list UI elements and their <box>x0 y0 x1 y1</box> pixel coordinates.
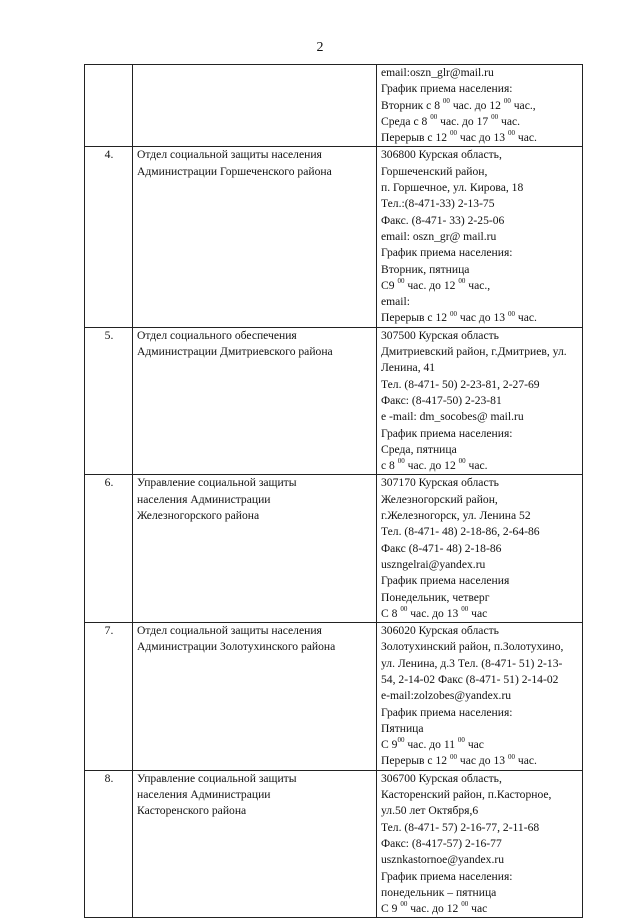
table-row <box>85 147 583 327</box>
table-row <box>85 623 583 771</box>
row-number <box>85 65 133 147</box>
department-name-line: Касторенского района <box>137 804 247 818</box>
department-name-line: населения Администрации <box>137 788 271 802</box>
table-row <box>85 65 583 147</box>
contact-line: uszngelrai@yandex.ru <box>381 557 486 571</box>
contact-line: 306020 Курская область <box>381 624 499 638</box>
table-row <box>85 327 583 475</box>
contact-line: Перерыв с 12 $^{00}$ час до 13 $^{00}$ час. <box>381 129 537 145</box>
contact-line: г.Железногорск, ул. Ленина 52 <box>381 509 531 523</box>
page-number: 2 <box>316 40 324 55</box>
contact-details <box>377 623 583 771</box>
contact-line: График приема населения: <box>381 82 513 96</box>
contact-line: Тел. (8-471- 50) 2-23-81, 2-27-69 <box>381 377 540 391</box>
department-name <box>133 147 377 327</box>
contact-line: Понедельник, четверг <box>381 590 490 604</box>
contact-line: 306800 Курская область, <box>381 148 502 162</box>
department-name-line: Железногорского района <box>137 509 260 523</box>
contact-line: С9 $^{00}$ час. до 12 $^{00}$ час., <box>381 277 491 292</box>
department-name-line: населения Администрации <box>137 492 271 506</box>
contact-line: Тел.:(8-471-33) 2-13-75 <box>381 197 495 211</box>
contact-line: Перерыв с 12 $^{00}$ час до 13 $^{00}$ час. <box>381 752 537 768</box>
contact-details <box>377 327 583 475</box>
contact-line: email:oszn_glr@mail.ru <box>381 66 494 79</box>
contact-line: Вторник, пятница <box>381 262 470 276</box>
department-name-line: Отдел социальной защиты населения <box>137 148 322 162</box>
social-services-table <box>84 64 583 918</box>
contact-line: График приема населения: <box>381 705 513 719</box>
contact-line: Горшеченский район, <box>381 164 488 178</box>
contact-line: С 8 $^{00}$ час. до 13 $^{00}$ час <box>381 604 488 620</box>
contact-line: С 9 $^{00}$ час. до 12 $^{00}$ час <box>381 900 488 916</box>
table-body <box>85 65 583 918</box>
table-row <box>85 475 583 623</box>
contact-details <box>377 65 583 147</box>
contact-line: С $9^{00}$ час. до 11 $^{00}$ час <box>381 736 484 752</box>
contact-line: Среда с 8 $^{00}$ час. до 17 $^{00}$ час. <box>381 113 521 128</box>
table-row <box>85 770 583 918</box>
contact-line: График приема населения <box>381 574 510 588</box>
contact-line: Пятница <box>381 721 424 735</box>
contact-line: email: oszn_gr@ mail.ru <box>381 229 497 243</box>
contact-line: Факс: (8-417-50) 2-23-81 <box>381 393 502 407</box>
contact-line: График приема населения: <box>381 426 513 440</box>
contact-line: Перерыв с 12 $^{00}$ час до 13 $^{00}$ час. <box>381 309 537 325</box>
contact-line: Среда, пятница <box>381 442 457 456</box>
row-number: 6. <box>85 475 133 623</box>
contact-line: понедельник – пятница <box>381 885 497 899</box>
department-name <box>133 475 377 623</box>
contact-line: 306700 Курская область, <box>381 771 502 785</box>
department-name-line: Администрации Горшеченского района <box>137 164 332 178</box>
contact-line: ул.50 лет Октября,6 <box>381 804 479 818</box>
contact-line: email: <box>381 295 410 309</box>
row-number: 8. <box>85 770 133 918</box>
row-number: 5. <box>85 327 133 475</box>
contact-line: 307170 Курская область <box>381 476 499 490</box>
contact-details <box>377 147 583 327</box>
contact-line: Факс. (8-471- 33) 2-25-06 <box>381 213 505 227</box>
row-number: 7. <box>85 623 133 771</box>
contact-line: График приема населения: <box>381 869 513 883</box>
contact-line: с 8 $^{00}$ час. до 12 $^{00}$ час. <box>381 457 488 473</box>
contact-line: Тел. (8-471- 48) 2-18-86, 2-64-86 <box>381 525 540 539</box>
contact-line: Факс: (8-417-57) 2-16-77 <box>381 836 502 850</box>
contact-line: e -mail: dm_socobes@ mail.ru <box>381 410 524 424</box>
contact-line: e-mail:zolzobes@yandex.ru <box>381 689 512 703</box>
row-number: 4. <box>85 147 133 327</box>
contact-line: Железногорский район, <box>381 492 498 506</box>
contact-line: п. Горшечное, ул. Кирова, 18 <box>381 181 524 195</box>
contact-line: ул. Ленина, д.3 Тел. (8-471- 51) 2-13- <box>381 656 563 670</box>
department-name-line: Отдел социальной защиты населения <box>137 624 322 638</box>
contact-line: Тел. (8-471- 57) 2-16-77, 2-11-68 <box>381 820 540 834</box>
department-name <box>133 327 377 475</box>
contact-line: 54, 2-14-02 Факс (8-471- 51) 2-14-02 <box>381 672 559 686</box>
contact-line: usznkastornoe@yandex.ru <box>381 853 505 867</box>
contact-details <box>377 770 583 918</box>
department-name-line: Управление социальной защиты <box>137 476 297 490</box>
department-name <box>133 623 377 771</box>
contact-line: Касторенский район, п.Касторное, <box>381 788 552 802</box>
contact-line: Факс (8-471- 48) 2-18-86 <box>381 541 502 555</box>
contact-line: 307500 Курская область <box>381 328 499 342</box>
department-name-line: Администрации Золотухинского района <box>137 640 336 654</box>
contact-line: Ленина, 41 <box>381 361 436 375</box>
department-name-line: Отдел социального обеспечения <box>137 328 297 342</box>
contact-line: Золотухинский район, п.Золотухино, <box>381 640 564 654</box>
department-name-line: Управление социальной защиты <box>137 771 297 785</box>
contact-line: График приема населения: <box>381 246 513 260</box>
department-name <box>133 770 377 918</box>
department-name <box>133 65 377 147</box>
contact-line: Дмитриевский район, г.Дмитриев, ул. <box>381 345 567 359</box>
department-name-line: Администрации Дмитриевского района <box>137 345 333 359</box>
contact-line: Вторник с 8 $^{00}$ час. до 12 $^{00}$ час., <box>381 96 536 112</box>
contact-details <box>377 475 583 623</box>
